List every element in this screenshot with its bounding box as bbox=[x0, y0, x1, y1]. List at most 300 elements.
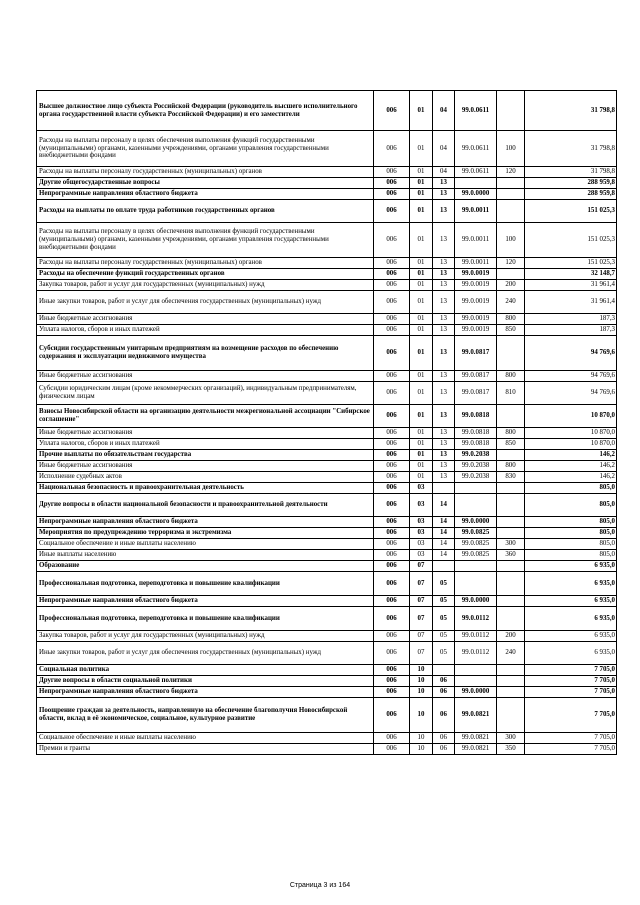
dept-code: 006 bbox=[374, 744, 410, 755]
dept-code: 006 bbox=[374, 607, 410, 631]
target-article-code: 99.0.0825 bbox=[455, 550, 497, 561]
target-article-code: 99.0.0000 bbox=[455, 189, 497, 200]
row-name: Другие общегосударственные вопросы bbox=[37, 178, 374, 189]
dept-code: 006 bbox=[374, 539, 410, 550]
dept-code: 006 bbox=[374, 167, 410, 178]
amount: 10 870,0 bbox=[525, 439, 617, 450]
subsection-code: 05 bbox=[433, 596, 455, 607]
table-row bbox=[37, 596, 617, 607]
subsection-code bbox=[433, 483, 455, 494]
target-article-code bbox=[455, 665, 497, 676]
section-code: 01 bbox=[410, 314, 433, 325]
row-name: Расходы на обеспечение функций государственных органов bbox=[37, 269, 374, 280]
subsection-code: 13 bbox=[433, 336, 455, 371]
expense-type-code bbox=[497, 665, 525, 676]
amount: 288 959,8 bbox=[525, 178, 617, 189]
amount: 805,0 bbox=[525, 494, 617, 517]
target-article-code: 99.0.0000 bbox=[455, 517, 497, 528]
section-code: 03 bbox=[410, 517, 433, 528]
section-code: 01 bbox=[410, 450, 433, 461]
section-code: 01 bbox=[410, 280, 433, 291]
table-row bbox=[37, 382, 617, 405]
target-article-code: 99.0.0112 bbox=[455, 631, 497, 642]
row-name: Иные бюджетные ассигнования bbox=[37, 428, 374, 439]
section-code: 01 bbox=[410, 258, 433, 269]
section-code: 01 bbox=[410, 439, 433, 450]
expense-type-code: 100 bbox=[497, 223, 525, 258]
target-article-code: 99.0.2038 bbox=[455, 472, 497, 483]
amount: 146,2 bbox=[525, 450, 617, 461]
expense-type-code: 800 bbox=[497, 371, 525, 382]
expense-type-code: 240 bbox=[497, 291, 525, 314]
target-article-code: 99.0.0825 bbox=[455, 539, 497, 550]
section-code: 07 bbox=[410, 561, 433, 572]
table-row bbox=[37, 439, 617, 450]
table-row bbox=[37, 167, 617, 178]
dept-code: 006 bbox=[374, 382, 410, 405]
expense-type-code bbox=[497, 269, 525, 280]
table-row bbox=[37, 665, 617, 676]
amount: 187,3 bbox=[525, 314, 617, 325]
amount: 805,0 bbox=[525, 517, 617, 528]
amount: 805,0 bbox=[525, 528, 617, 539]
section-code: 01 bbox=[410, 461, 433, 472]
expense-type-code: 240 bbox=[497, 642, 525, 665]
amount: 7 705,0 bbox=[525, 744, 617, 755]
target-article-code: 99.0.0019 bbox=[455, 269, 497, 280]
subsection-code: 05 bbox=[433, 631, 455, 642]
expense-type-code bbox=[497, 596, 525, 607]
expense-type-code: 800 bbox=[497, 314, 525, 325]
row-name: Иные закупки товаров, работ и услуг для обеспечения государственных (муниципальных) нужд bbox=[37, 291, 374, 314]
subsection-code: 13 bbox=[433, 269, 455, 280]
subsection-code bbox=[433, 561, 455, 572]
table-row bbox=[37, 539, 617, 550]
expense-type-code bbox=[497, 494, 525, 517]
target-article-code: 99.0.0611 bbox=[455, 91, 497, 131]
dept-code: 006 bbox=[374, 178, 410, 189]
table-row bbox=[37, 450, 617, 461]
dept-code: 006 bbox=[374, 461, 410, 472]
section-code: 10 bbox=[410, 676, 433, 687]
target-article-code: 99.0.0112 bbox=[455, 642, 497, 665]
amount: 31 961,4 bbox=[525, 280, 617, 291]
table-row bbox=[37, 405, 617, 428]
section-code: 10 bbox=[410, 698, 433, 733]
target-article-code: 99.0.2038 bbox=[455, 461, 497, 472]
table-row bbox=[37, 131, 617, 167]
table-row bbox=[37, 698, 617, 733]
table-row bbox=[37, 189, 617, 200]
dept-code: 006 bbox=[374, 371, 410, 382]
row-name: Закупка товаров, работ и услуг для государственных (муниципальных) нужд bbox=[37, 631, 374, 642]
row-name: Профессиональная подготовка, переподготовка и повышение квалификации bbox=[37, 607, 374, 631]
expense-type-code: 360 bbox=[497, 550, 525, 561]
section-code: 10 bbox=[410, 733, 433, 744]
row-name: Расходы на выплаты персоналу государственных (муниципальных) органов bbox=[37, 167, 374, 178]
expense-type-code bbox=[497, 200, 525, 223]
amount: 32 148,7 bbox=[525, 269, 617, 280]
target-article-code: 99.0.0019 bbox=[455, 291, 497, 314]
subsection-code: 13 bbox=[433, 325, 455, 336]
section-code: 01 bbox=[410, 269, 433, 280]
section-code: 01 bbox=[410, 472, 433, 483]
subsection-code: 13 bbox=[433, 258, 455, 269]
section-code: 07 bbox=[410, 607, 433, 631]
amount: 10 870,0 bbox=[525, 428, 617, 439]
dept-code: 006 bbox=[374, 314, 410, 325]
subsection-code: 14 bbox=[433, 494, 455, 517]
table-row bbox=[37, 258, 617, 269]
subsection-code: 14 bbox=[433, 517, 455, 528]
dept-code: 006 bbox=[374, 733, 410, 744]
row-name: Профессиональная подготовка, переподготовка и повышение квалификации bbox=[37, 572, 374, 596]
target-article-code: 99.0.0011 bbox=[455, 200, 497, 223]
target-article-code: 99.0.0019 bbox=[455, 325, 497, 336]
expense-type-code bbox=[497, 189, 525, 200]
table-row bbox=[37, 336, 617, 371]
expense-type-code bbox=[497, 450, 525, 461]
expense-type-code bbox=[497, 698, 525, 733]
target-article-code: 99.0.0000 bbox=[455, 596, 497, 607]
expense-type-code bbox=[497, 687, 525, 698]
section-code: 01 bbox=[410, 200, 433, 223]
expense-type-code bbox=[497, 607, 525, 631]
expense-type-code bbox=[497, 483, 525, 494]
target-article-code: 99.0.0817 bbox=[455, 382, 497, 405]
section-code: 01 bbox=[410, 167, 433, 178]
subsection-code: 14 bbox=[433, 528, 455, 539]
subsection-code: 13 bbox=[433, 371, 455, 382]
expense-type-code: 100 bbox=[497, 131, 525, 167]
section-code: 01 bbox=[410, 178, 433, 189]
dept-code: 006 bbox=[374, 472, 410, 483]
table-row bbox=[37, 528, 617, 539]
amount: 187,3 bbox=[525, 325, 617, 336]
subsection-code: 06 bbox=[433, 698, 455, 733]
table-row bbox=[37, 371, 617, 382]
table-row bbox=[37, 291, 617, 314]
subsection-code: 13 bbox=[433, 472, 455, 483]
expense-type-code bbox=[497, 178, 525, 189]
table-row bbox=[37, 494, 617, 517]
row-name: Премии и гранты bbox=[37, 744, 374, 755]
subsection-code: 13 bbox=[433, 461, 455, 472]
subsection-code: 06 bbox=[433, 676, 455, 687]
dept-code: 006 bbox=[374, 528, 410, 539]
subsection-code: 13 bbox=[433, 314, 455, 325]
row-name: Расходы на выплаты по оплате труда работников государственных органов bbox=[37, 200, 374, 223]
amount: 31 961,4 bbox=[525, 291, 617, 314]
section-code: 01 bbox=[410, 131, 433, 167]
subsection-code: 13 bbox=[433, 189, 455, 200]
expense-type-code bbox=[497, 528, 525, 539]
amount: 7 705,0 bbox=[525, 665, 617, 676]
subsection-code: 14 bbox=[433, 550, 455, 561]
table-row bbox=[37, 223, 617, 258]
dept-code: 006 bbox=[374, 91, 410, 131]
dept-code: 006 bbox=[374, 494, 410, 517]
subsection-code: 13 bbox=[433, 405, 455, 428]
target-article-code: 99.0.0821 bbox=[455, 733, 497, 744]
table-row bbox=[37, 561, 617, 572]
target-article-code: 99.0.0818 bbox=[455, 405, 497, 428]
table-row bbox=[37, 280, 617, 291]
amount: 94 769,6 bbox=[525, 371, 617, 382]
target-article-code: 99.0.0821 bbox=[455, 744, 497, 755]
amount: 31 798,8 bbox=[525, 167, 617, 178]
expense-type-code: 200 bbox=[497, 280, 525, 291]
subsection-code: 06 bbox=[433, 687, 455, 698]
table-row bbox=[37, 550, 617, 561]
amount: 94 769,6 bbox=[525, 336, 617, 371]
row-name: Непрограммные направления областного бюджета bbox=[37, 517, 374, 528]
section-code: 10 bbox=[410, 665, 433, 676]
target-article-code bbox=[455, 494, 497, 517]
expense-type-code bbox=[497, 572, 525, 596]
target-article-code: 99.0.0821 bbox=[455, 698, 497, 733]
dept-code: 006 bbox=[374, 665, 410, 676]
row-name: Субсидии государственным унитарным предприятиям на возмещение расходов по обеспечению содержания и эксплуатации недвижимого имущества bbox=[37, 336, 374, 371]
dept-code: 006 bbox=[374, 561, 410, 572]
target-article-code bbox=[455, 676, 497, 687]
subsection-code: 13 bbox=[433, 450, 455, 461]
row-name: Прочие выплаты по обязательствам государства bbox=[37, 450, 374, 461]
row-name: Взносы Новосибирской области на организацию деятельности межрегиональной ассоциации "Сибирское соглашение" bbox=[37, 405, 374, 428]
dept-code: 006 bbox=[374, 325, 410, 336]
amount: 146,2 bbox=[525, 461, 617, 472]
page-footer bbox=[0, 882, 640, 889]
row-name: Непрограммные направления областного бюджета bbox=[37, 596, 374, 607]
expense-type-code: 830 bbox=[497, 472, 525, 483]
amount: 6 935,0 bbox=[525, 642, 617, 665]
dept-code: 006 bbox=[374, 687, 410, 698]
section-code: 01 bbox=[410, 91, 433, 131]
target-article-code: 99.0.0825 bbox=[455, 528, 497, 539]
amount: 805,0 bbox=[525, 550, 617, 561]
expense-type-code: 850 bbox=[497, 439, 525, 450]
section-code: 01 bbox=[410, 189, 433, 200]
target-article-code: 99.0.2038 bbox=[455, 450, 497, 461]
subsection-code: 13 bbox=[433, 178, 455, 189]
subsection-code: 13 bbox=[433, 223, 455, 258]
subsection-code: 13 bbox=[433, 382, 455, 405]
section-code: 07 bbox=[410, 572, 433, 596]
dept-code: 006 bbox=[374, 189, 410, 200]
expense-type-code: 800 bbox=[497, 461, 525, 472]
section-code: 01 bbox=[410, 405, 433, 428]
amount: 6 935,0 bbox=[525, 631, 617, 642]
dept-code: 006 bbox=[374, 698, 410, 733]
target-article-code: 99.0.0112 bbox=[455, 607, 497, 631]
dept-code: 006 bbox=[374, 676, 410, 687]
target-article-code: 99.0.0611 bbox=[455, 167, 497, 178]
page-number: Страница 3 из 164 bbox=[289, 882, 351, 889]
dept-code: 006 bbox=[374, 483, 410, 494]
row-name: Другие вопросы в области социальной политики bbox=[37, 676, 374, 687]
target-article-code: 99.0.0817 bbox=[455, 336, 497, 371]
amount: 94 769,6 bbox=[525, 382, 617, 405]
row-name: Иные бюджетные ассигнования bbox=[37, 314, 374, 325]
subsection-code: 13 bbox=[433, 291, 455, 314]
table-row bbox=[37, 483, 617, 494]
row-name: Иные бюджетные ассигнования bbox=[37, 371, 374, 382]
table-row bbox=[37, 428, 617, 439]
row-name: Закупка товаров, работ и услуг для государственных (муниципальных) нужд bbox=[37, 280, 374, 291]
table-row bbox=[37, 607, 617, 631]
section-code: 07 bbox=[410, 642, 433, 665]
expense-type-code bbox=[497, 517, 525, 528]
table-row bbox=[37, 517, 617, 528]
dept-code: 006 bbox=[374, 200, 410, 223]
row-name: Исполнение судебных актов bbox=[37, 472, 374, 483]
section-code: 01 bbox=[410, 336, 433, 371]
section-code: 10 bbox=[410, 687, 433, 698]
row-name: Другие вопросы в области национальной безопасности и правоохранительной деятельности bbox=[37, 494, 374, 517]
row-name: Иные выплаты населению bbox=[37, 550, 374, 561]
subsection-code: 05 bbox=[433, 642, 455, 665]
table-row bbox=[37, 676, 617, 687]
expense-type-code: 300 bbox=[497, 733, 525, 744]
row-name: Иные бюджетные ассигнования bbox=[37, 461, 374, 472]
section-code: 01 bbox=[410, 291, 433, 314]
target-article-code: 99.0.0000 bbox=[455, 687, 497, 698]
amount: 6 935,0 bbox=[525, 572, 617, 596]
row-name: Непрограммные направления областного бюджета bbox=[37, 687, 374, 698]
row-name: Мероприятия по предупреждению терроризма и экстремизма bbox=[37, 528, 374, 539]
section-code: 03 bbox=[410, 528, 433, 539]
target-article-code bbox=[455, 561, 497, 572]
amount: 6 935,0 bbox=[525, 596, 617, 607]
table-row bbox=[37, 572, 617, 596]
amount: 6 935,0 bbox=[525, 561, 617, 572]
subsection-code: 04 bbox=[433, 131, 455, 167]
expense-type-code bbox=[497, 676, 525, 687]
subsection-code: 04 bbox=[433, 91, 455, 131]
dept-code: 006 bbox=[374, 291, 410, 314]
dept-code: 006 bbox=[374, 131, 410, 167]
subsection-code: 06 bbox=[433, 744, 455, 755]
section-code: 07 bbox=[410, 631, 433, 642]
target-article-code: 99.0.0611 bbox=[455, 131, 497, 167]
amount: 7 705,0 bbox=[525, 698, 617, 733]
expense-type-code: 810 bbox=[497, 382, 525, 405]
table-row bbox=[37, 325, 617, 336]
expense-type-code: 200 bbox=[497, 631, 525, 642]
target-article-code: 99.0.0019 bbox=[455, 314, 497, 325]
target-article-code: 99.0.0817 bbox=[455, 371, 497, 382]
expense-type-code: 120 bbox=[497, 167, 525, 178]
row-name: Социальное обеспечение и иные выплаты населению bbox=[37, 733, 374, 744]
amount: 10 870,0 bbox=[525, 405, 617, 428]
dept-code: 006 bbox=[374, 405, 410, 428]
dept-code: 006 bbox=[374, 428, 410, 439]
target-article-code: 99.0.0011 bbox=[455, 258, 497, 269]
row-name: Уплата налогов, сборов и иных платежей bbox=[37, 439, 374, 450]
budget-table bbox=[36, 90, 617, 755]
dept-code: 006 bbox=[374, 596, 410, 607]
target-article-code bbox=[455, 178, 497, 189]
dept-code: 006 bbox=[374, 258, 410, 269]
table-row bbox=[37, 733, 617, 744]
expense-type-code: 850 bbox=[497, 325, 525, 336]
row-name: Субсидии юридическим лицам (кроме некоммерческих организаций), индивидуальным предпринимателям, физическим лицам bbox=[37, 382, 374, 405]
subsection-code: 04 bbox=[433, 167, 455, 178]
section-code: 03 bbox=[410, 494, 433, 517]
table-row bbox=[37, 472, 617, 483]
row-name: Национальная безопасность и правоохранительная деятельность bbox=[37, 483, 374, 494]
expense-type-code: 300 bbox=[497, 539, 525, 550]
row-name: Социальное обеспечение и иные выплаты населению bbox=[37, 539, 374, 550]
table-row bbox=[37, 178, 617, 189]
row-name: Поощрение граждан за деятельность, направленную на обеспечение благополучия Новосибирской области, вклад в её экономическое, социальное, культурное развитие bbox=[37, 698, 374, 733]
amount: 805,0 bbox=[525, 483, 617, 494]
subsection-code: 13 bbox=[433, 280, 455, 291]
target-article-code: 99.0.0818 bbox=[455, 439, 497, 450]
row-name: Иные закупки товаров, работ и услуг для обеспечения государственных (муниципальных) нужд bbox=[37, 642, 374, 665]
subsection-code: 13 bbox=[433, 428, 455, 439]
section-code: 01 bbox=[410, 382, 433, 405]
section-code: 01 bbox=[410, 223, 433, 258]
table-row bbox=[37, 461, 617, 472]
dept-code: 006 bbox=[374, 550, 410, 561]
dept-code: 006 bbox=[374, 336, 410, 371]
amount: 7 705,0 bbox=[525, 676, 617, 687]
amount: 7 705,0 bbox=[525, 687, 617, 698]
section-code: 07 bbox=[410, 596, 433, 607]
dept-code: 006 bbox=[374, 439, 410, 450]
subsection-code bbox=[433, 665, 455, 676]
table-row bbox=[37, 744, 617, 755]
dept-code: 006 bbox=[374, 450, 410, 461]
expense-type-code bbox=[497, 561, 525, 572]
target-article-code: 99.0.0818 bbox=[455, 428, 497, 439]
expense-type-code bbox=[497, 405, 525, 428]
dept-code: 006 bbox=[374, 517, 410, 528]
table-row bbox=[37, 631, 617, 642]
dept-code: 006 bbox=[374, 269, 410, 280]
table-row bbox=[37, 642, 617, 665]
target-article-code: 99.0.0019 bbox=[455, 280, 497, 291]
subsection-code: 13 bbox=[433, 200, 455, 223]
amount: 146,2 bbox=[525, 472, 617, 483]
table-row bbox=[37, 200, 617, 223]
amount: 6 935,0 bbox=[525, 607, 617, 631]
amount: 151 025,3 bbox=[525, 258, 617, 269]
section-code: 03 bbox=[410, 539, 433, 550]
amount: 805,0 bbox=[525, 539, 617, 550]
expense-type-code: 120 bbox=[497, 258, 525, 269]
section-code: 03 bbox=[410, 550, 433, 561]
subsection-code: 14 bbox=[433, 539, 455, 550]
row-name: Образование bbox=[37, 561, 374, 572]
amount: 151 025,3 bbox=[525, 223, 617, 258]
row-name: Расходы на выплаты персоналу государственных (муниципальных) органов bbox=[37, 258, 374, 269]
amount: 7 705,0 bbox=[525, 733, 617, 744]
dept-code: 006 bbox=[374, 572, 410, 596]
row-name: Расходы на выплаты персоналу в целях обеспечения выполнения функций государственными (муниципальными) органами, казенными учреждениями, органами управления государственными внебюджетными фондами bbox=[37, 223, 374, 258]
subsection-code: 05 bbox=[433, 607, 455, 631]
target-article-code: 99.0.0011 bbox=[455, 223, 497, 258]
target-article-code bbox=[455, 483, 497, 494]
amount: 288 959,8 bbox=[525, 189, 617, 200]
table-row bbox=[37, 687, 617, 698]
section-code: 10 bbox=[410, 744, 433, 755]
table-body bbox=[37, 91, 617, 755]
row-name: Высшее должностное лицо субъекта Российской Федерации (руководитель высшего исполнительного органа государственной власти субъекта Российской Федерации) и его заместители bbox=[37, 91, 374, 131]
section-code: 03 bbox=[410, 483, 433, 494]
dept-code: 006 bbox=[374, 642, 410, 665]
